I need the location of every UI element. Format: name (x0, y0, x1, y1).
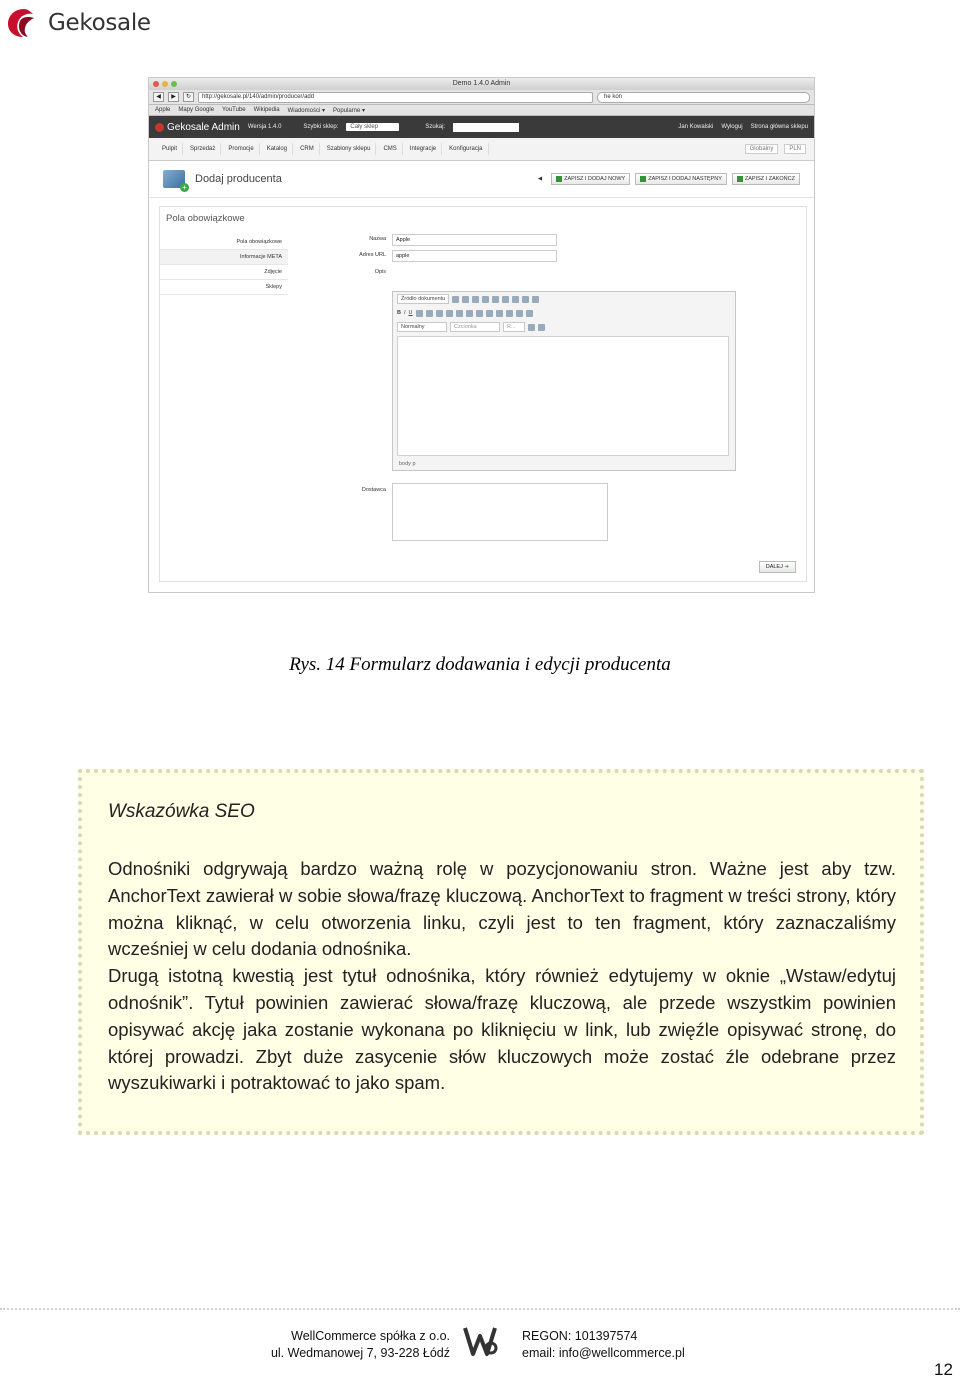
figure-caption: Rys. 14 Formularz dodawania i edycji producenta (289, 654, 671, 675)
bookmark-item[interactable]: Wiadomości ▾ (287, 107, 325, 114)
save-icon (737, 176, 743, 182)
toolbar-icon[interactable] (506, 310, 513, 317)
toolbar-icon[interactable] (526, 310, 533, 317)
browser-search-field[interactable]: he kon (597, 92, 810, 103)
admin-menu (149, 138, 814, 161)
editor-toolbar-3 (393, 320, 735, 334)
toolbar-icon[interactable] (466, 310, 473, 317)
nav-item-required[interactable]: Pola obowiązkowe (160, 235, 288, 250)
footer-divider (0, 1308, 960, 1310)
page-header (149, 161, 814, 198)
name-label: Nazwa (369, 236, 386, 242)
toolbar-icon[interactable] (436, 310, 443, 317)
store-label: Szybki sklep: (303, 124, 339, 130)
admin-topbar (149, 116, 814, 138)
user-name[interactable]: Jan Kowalski (678, 124, 714, 130)
menu-item[interactable]: Konfiguracja (444, 143, 488, 155)
description-label: Opis (374, 269, 386, 275)
save-finish-button[interactable]: ZAPISZ I ZAKOŃCZ (732, 173, 800, 185)
editor-toolbar-2 (393, 306, 735, 320)
toolbar-icon[interactable] (516, 310, 523, 317)
form-sidenav (160, 235, 288, 295)
italic-icon[interactable]: I (403, 310, 406, 316)
save-icon (556, 176, 562, 182)
bookmarks-bar (149, 105, 814, 116)
admin-search-input[interactable] (453, 123, 519, 132)
currency-select[interactable]: PLN (784, 144, 806, 154)
form-section-title: Pola obowiązkowe (166, 213, 245, 224)
save-icon (640, 176, 646, 182)
nav-item-photo[interactable]: Zdjęcie (160, 265, 288, 280)
company-regon: REGON: 101397574 (522, 1329, 638, 1343)
toolbar-icon[interactable] (496, 310, 503, 317)
url-label: Adres URL (359, 252, 386, 258)
bookmark-item[interactable]: YouTube (222, 107, 246, 113)
menu-item[interactable]: Pulpit (157, 143, 183, 155)
toolbar-icon[interactable] (522, 296, 529, 303)
menu-item[interactable]: Katalog (262, 143, 293, 155)
window-titlebar (149, 78, 814, 90)
nav-item-stores[interactable]: Sklepy (160, 280, 288, 295)
brand-header (6, 6, 151, 40)
wellcommerce-logo-icon (461, 1322, 499, 1360)
underline-icon[interactable]: U (408, 310, 413, 316)
toolbar-icon[interactable] (426, 310, 433, 317)
gekosale-mark-icon (155, 123, 164, 132)
maximize-window-icon[interactable] (171, 81, 177, 87)
toolbar-icon[interactable] (532, 296, 539, 303)
toolbar-icon[interactable] (456, 310, 463, 317)
close-window-icon[interactable] (153, 81, 159, 87)
forward-icon[interactable]: ▶ (168, 92, 179, 102)
delivery-textarea[interactable] (392, 483, 608, 541)
add-producer-icon (163, 170, 185, 188)
delivery-label: Dostawca (361, 487, 386, 493)
bookmark-item[interactable]: Wikipedia (253, 107, 280, 113)
editor-content-area[interactable] (397, 336, 729, 456)
menu-item[interactable]: CRM (295, 143, 320, 155)
background-color-icon[interactable] (538, 324, 545, 331)
menu-item[interactable]: CMS (378, 143, 402, 155)
admin-logo[interactable]: Gekosale Admin (155, 122, 240, 133)
wysiwyg-editor (392, 291, 736, 471)
page-title: Dodaj producenta (195, 173, 282, 185)
footer-company (200, 1328, 450, 1362)
save-add-new-button[interactable]: ZAPISZ I DODAJ NOWY (551, 173, 630, 185)
toolbar-icon[interactable] (486, 310, 493, 317)
editor-path: body p (399, 461, 416, 467)
toolbar-icon[interactable] (452, 296, 459, 303)
menu-item[interactable]: Integracje (405, 143, 442, 155)
size-select[interactable]: R... (503, 322, 525, 332)
toolbar-icon[interactable] (492, 296, 499, 303)
browser-urlbar (149, 90, 814, 105)
toolbar-icon[interactable] (476, 310, 483, 317)
tip-text (108, 856, 896, 1097)
font-select[interactable]: Czcionka (450, 322, 500, 332)
admin-screenshot (148, 77, 815, 593)
footer-contact (522, 1328, 685, 1362)
toolbar-icon[interactable] (502, 296, 509, 303)
format-select[interactable]: Normalny (397, 322, 447, 332)
url-field[interactable]: apple (392, 250, 557, 262)
logout-link[interactable]: Wyloguj (721, 124, 743, 130)
editor-toolbar-1 (393, 292, 735, 306)
back-arrow-icon[interactable]: ◀ (537, 176, 543, 182)
menu-item[interactable]: Szablony sklepu (322, 143, 377, 155)
tip-title: Wskazówka SEO (108, 801, 255, 822)
menu-item[interactable]: Sprzedaż (185, 143, 221, 155)
next-button[interactable]: DALEJ ➔ (759, 561, 796, 573)
back-icon[interactable]: ◀ (153, 92, 164, 102)
minimize-window-icon[interactable] (162, 81, 168, 87)
toolbar-icon[interactable] (416, 310, 423, 317)
admin-search-label: Szukaj: (425, 124, 446, 130)
company-email[interactable]: email: info@wellcommerce.pl (522, 1346, 685, 1360)
bookmark-item[interactable]: Apple (155, 107, 171, 113)
source-button[interactable]: Źródło dokumentu (397, 294, 449, 304)
brand-name: Gekosale (48, 10, 151, 36)
tip-paragraph-1: Odnośniki odgrywają bardzo ważną rolę w pozycjonowaniu stron. Ważne jest aby tzw. AnchorText zawierał w sobie słowa/frazę kluczową. AnchorText to fragment w treści strony, który można kliknąć, w celu otworzenia linku, czyli jest to ten fragment, który zaznaczaliśmy wcześniej w celu dodania odnośnika. (108, 858, 896, 960)
save-add-next-button[interactable]: ZAPISZ I DODAJ NASTĘPNY (635, 173, 727, 185)
reload-icon[interactable]: ↻ (183, 92, 194, 102)
bold-icon[interactable]: B (397, 310, 401, 316)
bookmark-item[interactable]: Popularne ▾ (333, 107, 366, 114)
name-field[interactable]: Apple (392, 234, 557, 246)
store-select[interactable]: Cały sklep (346, 123, 399, 131)
toolbar-icon[interactable] (472, 296, 479, 303)
text-color-icon[interactable] (528, 324, 535, 331)
company-address: ul. Wedmanowej 7, 93-228 Łódź (270, 1346, 450, 1360)
store-front-link[interactable]: Strona główna sklepu (750, 124, 808, 130)
toolbar-icon[interactable] (446, 310, 453, 317)
arrow-right-icon: ➔ (784, 564, 789, 570)
menu-item[interactable]: Promocje (223, 143, 259, 155)
toolbar-icon[interactable] (512, 296, 519, 303)
bookmark-item[interactable]: Mapy Google (178, 107, 215, 113)
toolbar-icon[interactable] (482, 296, 489, 303)
page-number: 12 (934, 1360, 953, 1379)
company-name: WellCommerce spółka z o.o. (291, 1329, 450, 1343)
tip-paragraph-2: Drugą istotną kwestią jest tytuł odnośnika, który również edytujemy w oknie „Wstaw/edytuj odnośnik”. Tytuł powinien zawierać słowa/frazę kluczową, ale przede wszystkim powinien opisywać akcję jaka zostanie wykonana po kliknięciu w link, lub zwięźle opisywać stronę, do której prowadzi. Zbyt duże zasycenie słów kluczowych może zostać źle odebrane przez wyszukiwarki i potraktować to jako spam. (108, 965, 896, 1094)
nav-item-meta[interactable]: Informacje META (160, 250, 288, 265)
toolbar-icon[interactable] (462, 296, 469, 303)
address-field[interactable]: http://gekosale.pl/140/admin/producer/add (198, 92, 593, 103)
gekosale-logo-icon (6, 7, 42, 39)
version-label: Wersja 1.4.0 (247, 124, 282, 130)
producer-form (159, 206, 807, 582)
view-select[interactable]: Globalny (745, 144, 779, 154)
window-title: Demo 1.4.0 Admin (452, 80, 511, 87)
